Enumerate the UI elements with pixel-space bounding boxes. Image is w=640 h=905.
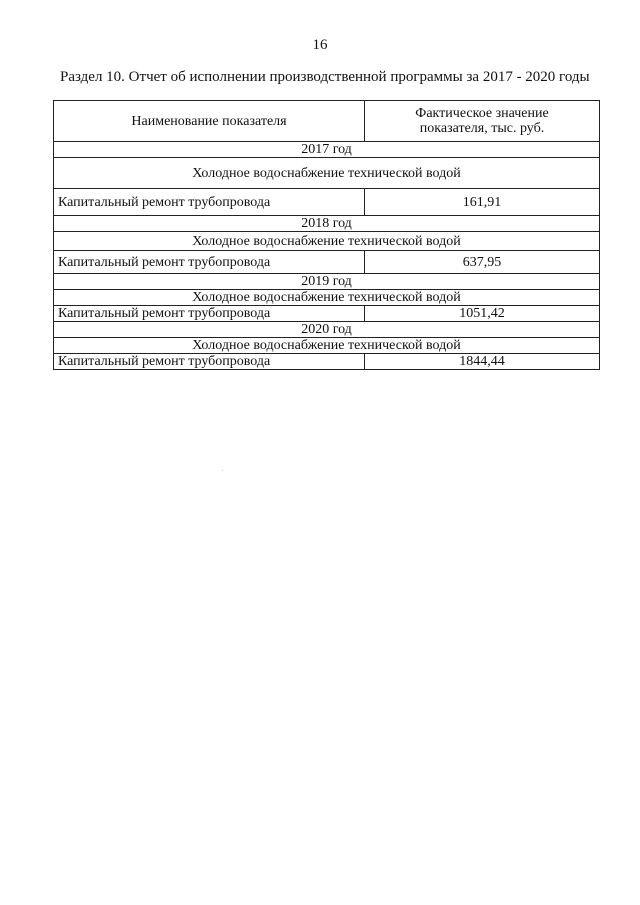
year-row: [54, 322, 600, 338]
category-cell: Холодное водоснабжение технической водой: [54, 158, 600, 189]
header-indicator-name: Наименование показателя: [54, 101, 365, 142]
report-table: [53, 100, 600, 370]
table-row: [54, 189, 600, 216]
item-name-cell: Капитальный ремонт трубопровода: [54, 251, 365, 274]
item-value-cell: 1844,44: [365, 354, 600, 370]
page-number: 16: [312, 37, 328, 53]
header-actual-value-line2: показателя, тыс. руб.: [419, 121, 545, 136]
category-cell: Холодное водоснабжение технической водой: [54, 290, 600, 306]
year-cell: 2019 год: [54, 274, 600, 290]
header-actual-value-line1: Фактическое значение: [415, 106, 549, 121]
scan-speck: [222, 470, 223, 471]
category-row: [54, 338, 600, 354]
item-name-cell: Капитальный ремонт трубопровода: [54, 306, 365, 322]
item-value-cell: 161,91: [365, 189, 600, 216]
item-value-cell: 1051,42: [365, 306, 600, 322]
table-row: [54, 251, 600, 274]
year-row: [54, 274, 600, 290]
category-row: [54, 290, 600, 306]
table-row: [54, 306, 600, 322]
item-name-cell: Капитальный ремонт трубопровода: [54, 189, 365, 216]
year-row: [54, 142, 600, 158]
category-row: [54, 232, 600, 251]
item-value-cell: 637,95: [365, 251, 600, 274]
header-actual-value: [365, 101, 600, 142]
category-cell: Холодное водоснабжение технической водой: [54, 338, 600, 354]
table-row: [54, 354, 600, 370]
year-row: [54, 216, 600, 232]
item-name-cell: Капитальный ремонт трубопровода: [54, 354, 365, 370]
year-cell: 2018 год: [54, 216, 600, 232]
year-cell: 2017 год: [54, 142, 600, 158]
table-header-row: [54, 101, 600, 142]
category-row: [54, 158, 600, 189]
section-title: Раздел 10. Отчет об исполнении производственной программы за 2017 - 2020 годы: [60, 69, 590, 85]
category-cell: Холодное водоснабжение технической водой: [54, 232, 600, 251]
year-cell: 2020 год: [54, 322, 600, 338]
